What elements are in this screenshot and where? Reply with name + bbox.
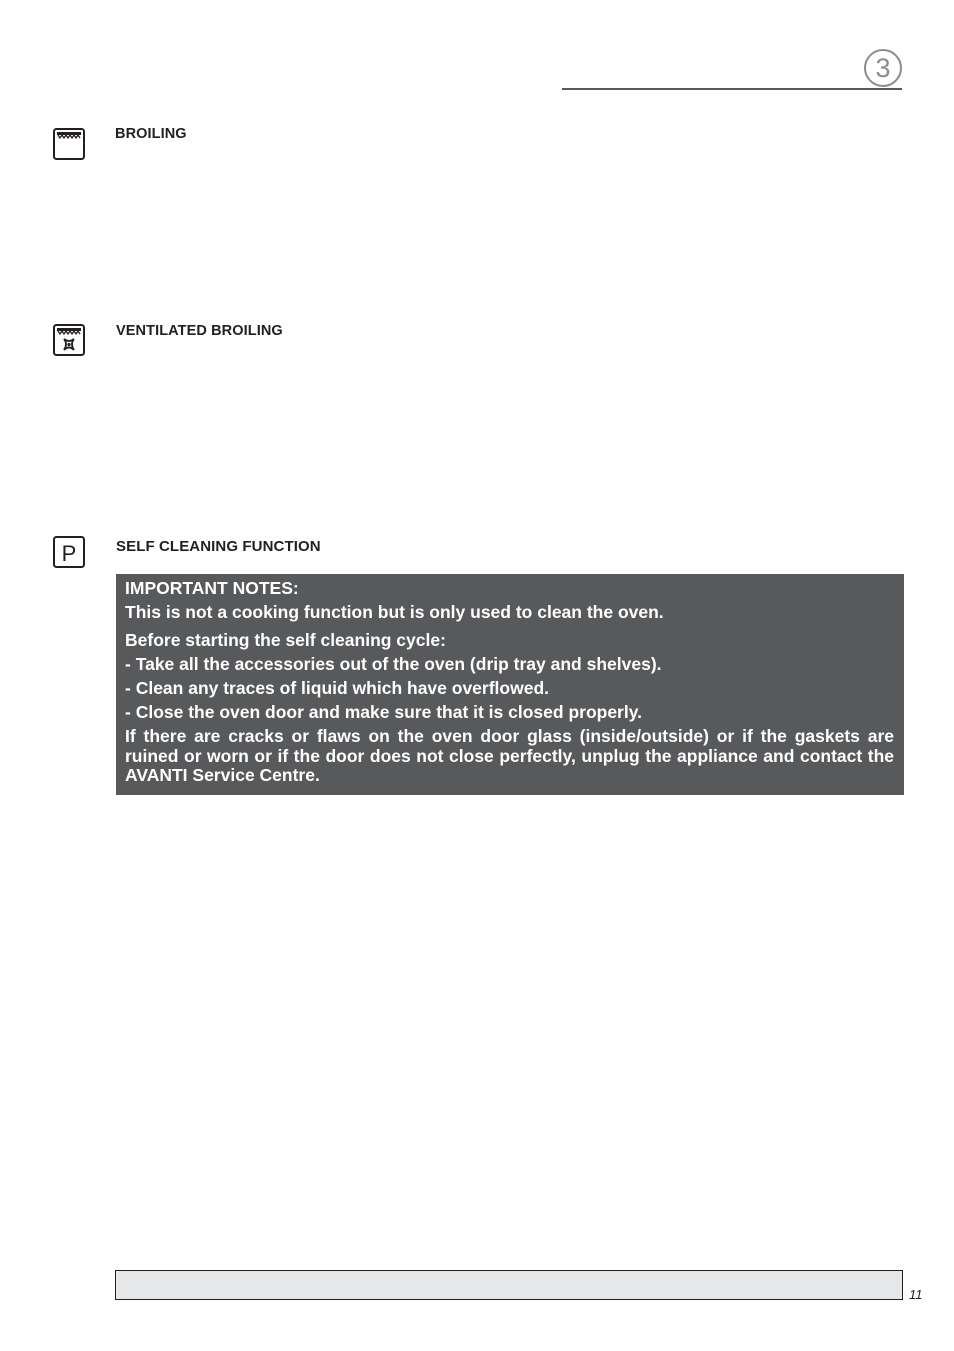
broil-grill-icon: [53, 128, 86, 161]
important-notes-box: [116, 574, 904, 795]
notes-line-3: - Take all the accessories out of the oven (drip tray and shelves).: [125, 654, 662, 674]
section-title-ventilated-broiling: VENTILATED BROILING: [116, 323, 283, 339]
notes-title: IMPORTANT NOTES:: [125, 578, 299, 598]
page-number: 11: [909, 1287, 923, 1302]
notes-line-2: Before starting the self cleaning cycle:: [125, 630, 446, 650]
notes-warning-paragraph: If there are cracks or flaws on the oven door glass (inside/outside) or if the gaskets are ruined or worn or if the door does not close perfectly, unplug the appliance and contact the AVANTI Service Centre.: [125, 726, 894, 785]
self-clean-p-letter: P: [61, 541, 77, 566]
notes-line-4: - Clean any traces of liquid which have overflowed.: [125, 678, 549, 698]
notes-line-5: - Close the oven door and make sure that it is closed properly.: [125, 702, 643, 722]
chapter-number-badge: 3: [864, 49, 902, 87]
self-clean-p-icon: [53, 536, 86, 569]
notes-line-1: This is not a cooking function but is only used to clean the oven.: [125, 602, 664, 622]
section-title-self-cleaning: SELF CLEANING FUNCTION: [116, 538, 321, 555]
header-rule: [562, 88, 902, 90]
ventilated-broil-icon: [53, 324, 86, 357]
section-title-broiling: BROILING: [115, 126, 187, 142]
footer-bar: [115, 1270, 903, 1300]
